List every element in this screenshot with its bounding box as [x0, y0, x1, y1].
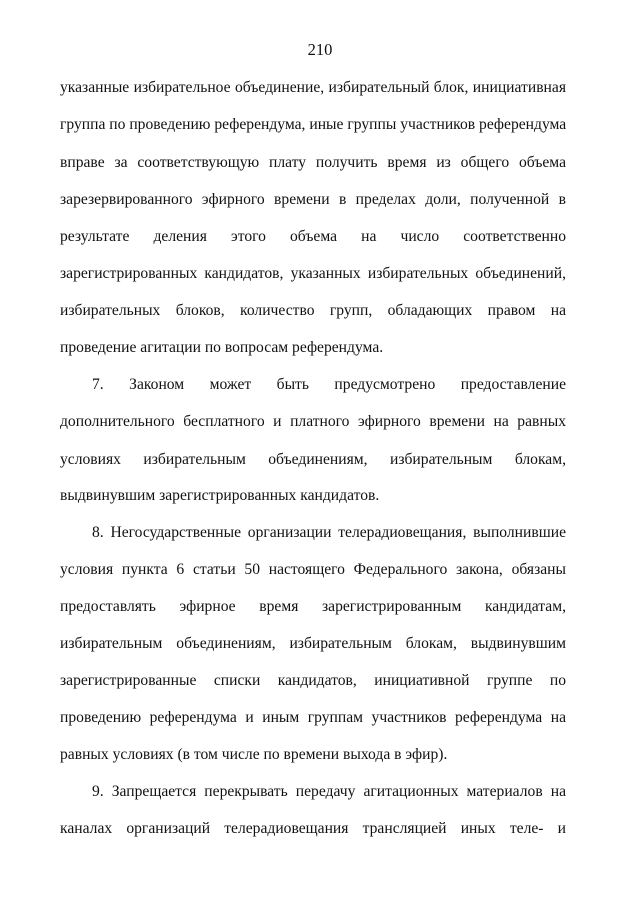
text-line: зарегистрированных кандидатов, указанных избирательных объединений, [60, 265, 566, 282]
text-line: проведение агитации по вопросам референдума. [60, 339, 384, 356]
text-line: проведению референдума и иным группам участников референдума на [60, 709, 566, 726]
text-line: условиях избирательным объединениям, избирательным блокам, [60, 451, 566, 468]
text-line: указанные избирательное объединение, избирательный блок, инициативная [60, 79, 566, 96]
text-line: 7. Законом может быть предусмотрено предоставление [92, 376, 566, 393]
page-number: 210 [307, 40, 333, 59]
text-line: зарезервированного эфирного времени в пределах доли, полученной в [60, 191, 566, 208]
text-line: равных условиях (в том числе по времени выхода в эфир). [60, 746, 448, 763]
text-line: избирательных блоков, количество групп, обладающих правом на [60, 302, 566, 319]
text-line: результате деления этого объема на число соответственно [60, 228, 566, 245]
text-line: каналах организаций телерадиовещания трансляцией иных теле- и [60, 820, 566, 837]
text-line: 8. Негосударственные организации телерадиовещания, выполнившие [92, 524, 566, 541]
text-line: группа по проведению референдума, иные группы участников референдума [60, 116, 566, 133]
text-line: выдвинувшим зарегистрированных кандидатов. [60, 487, 380, 504]
text-line: 9. Запрещается перекрывать передачу агитационных материалов на [92, 783, 566, 800]
text-line: избирательным объединениям, избирательным блокам, выдвинувшим [60, 635, 566, 652]
text-line: зарегистрированные списки кандидатов, инициативной группе по [60, 672, 566, 689]
text-line: предоставлять эфирное время зарегистрированным кандидатам, [60, 598, 566, 615]
text-line: дополнительного бесплатного и платного эфирного времени на равных [60, 413, 566, 430]
text-line: условия пункта 6 статьи 50 настоящего Федерального закона, обязаны [60, 561, 566, 578]
text-line: вправе за соответствующую плату получить время из общего объема [60, 154, 566, 171]
